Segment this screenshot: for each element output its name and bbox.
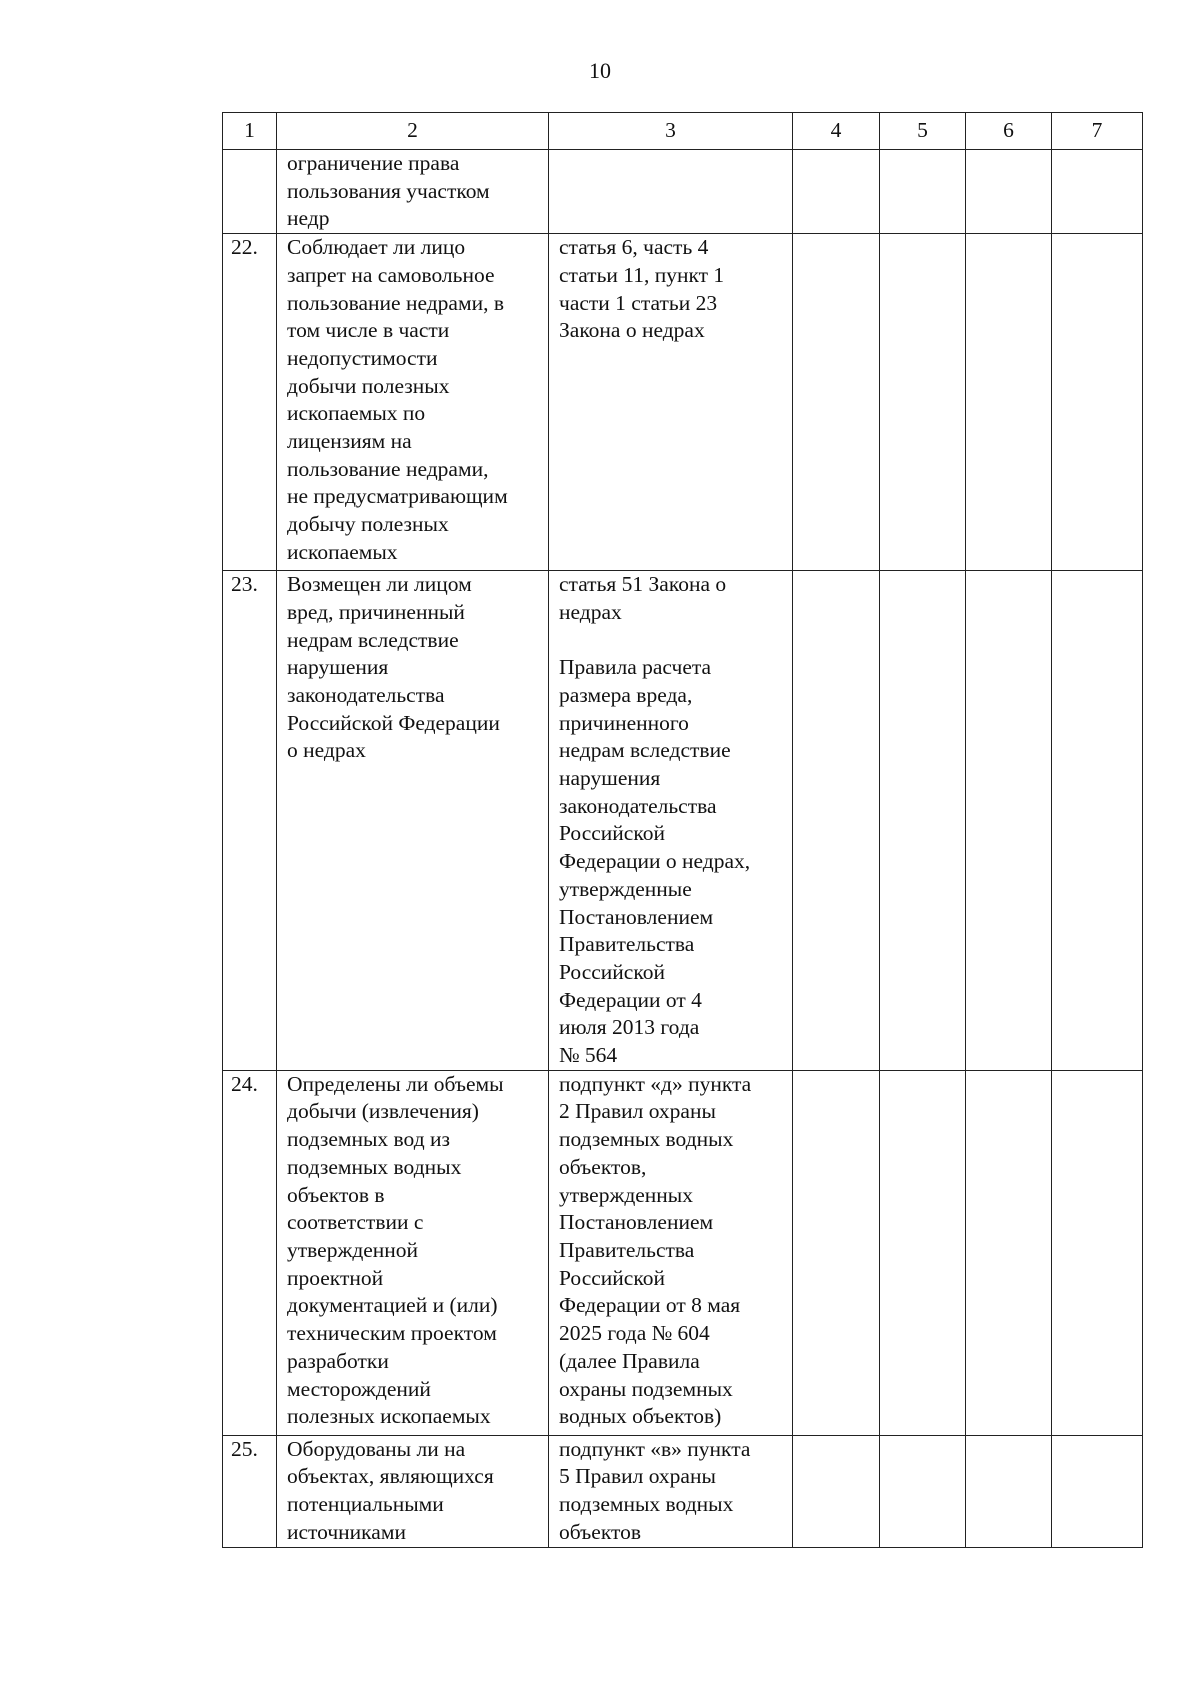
answer-cell	[793, 571, 880, 1071]
answer-cell	[1052, 1070, 1143, 1435]
reference-cell: подпункт «в» пункта 5 Правил охраны подземных водных объектов	[549, 1435, 793, 1547]
reference-cell: статья 6, часть 4 статьи 11, пункт 1 части 1 статьи 23 Закона о недрах	[549, 234, 793, 571]
row-number: 22.	[223, 234, 277, 571]
question-cell: Соблюдает ли лицо запрет на самовольное пользование недрами, в том числе в части недопустимости добычи полезных ископаемых по лицензиям на пользование недрами, не предусматривающим добычу полезных ископаемых	[277, 234, 549, 571]
question-cell: ограничение права пользования участком недр	[277, 150, 549, 234]
reference-cell: статья 51 Закона о недрах Правила расчета размера вреда, причиненного недрам вследствие нарушения законодательства Российской Федерации о недрах, утвержденные Постановлением Правительства Российской Федерации от 4 июля 2013 года № 564	[549, 571, 793, 1071]
column-header: 5	[880, 113, 966, 150]
answer-cell	[793, 150, 880, 234]
answer-cell	[966, 1435, 1052, 1547]
checklist-table	[222, 112, 1143, 1548]
table-row	[223, 1070, 1143, 1435]
answer-cell	[966, 150, 1052, 234]
answer-cell	[880, 1435, 966, 1547]
column-header: 6	[966, 113, 1052, 150]
table-header-row	[223, 113, 1143, 150]
row-number: 23.	[223, 571, 277, 1071]
row-number	[223, 150, 277, 234]
answer-cell	[1052, 150, 1143, 234]
answer-cell	[880, 571, 966, 1071]
table-row	[223, 150, 1143, 234]
column-header: 4	[793, 113, 880, 150]
answer-cell	[793, 234, 880, 571]
column-header: 7	[1052, 113, 1143, 150]
answer-cell	[1052, 571, 1143, 1071]
column-header: 2	[277, 113, 549, 150]
answer-cell	[793, 1070, 880, 1435]
answer-cell	[1052, 234, 1143, 571]
answer-cell	[880, 234, 966, 571]
question-cell: Возмещен ли лицом вред, причиненный недрам вследствие нарушения законодательства Российской Федерации о недрах	[277, 571, 549, 1071]
question-cell: Оборудованы ли на объектах, являющихся потенциальными источниками	[277, 1435, 549, 1547]
answer-cell	[880, 1070, 966, 1435]
column-header: 3	[549, 113, 793, 150]
reference-cell	[549, 150, 793, 234]
answer-cell	[880, 150, 966, 234]
row-number: 24.	[223, 1070, 277, 1435]
column-header: 1	[223, 113, 277, 150]
page-number: 10	[589, 58, 611, 83]
table-row	[223, 1435, 1143, 1547]
reference-cell: подпункт «д» пункта 2 Правил охраны подземных водных объектов, утвержденных Постановлением Правительства Российской Федерации от 8 мая 2025 года № 604 (далее Правила охраны подземных водных объектов)	[549, 1070, 793, 1435]
answer-cell	[1052, 1435, 1143, 1547]
answer-cell	[966, 571, 1052, 1071]
table-row	[223, 234, 1143, 571]
answer-cell	[793, 1435, 880, 1547]
answer-cell	[966, 234, 1052, 571]
row-number: 25.	[223, 1435, 277, 1547]
answer-cell	[966, 1070, 1052, 1435]
question-cell: Определены ли объемы добычи (извлечения) подземных вод из подземных водных объектов в соответствии с утвержденной проектной документацией и (или) техническим проектом разработки месторождений полезных ископаемых	[277, 1070, 549, 1435]
table-row	[223, 571, 1143, 1071]
